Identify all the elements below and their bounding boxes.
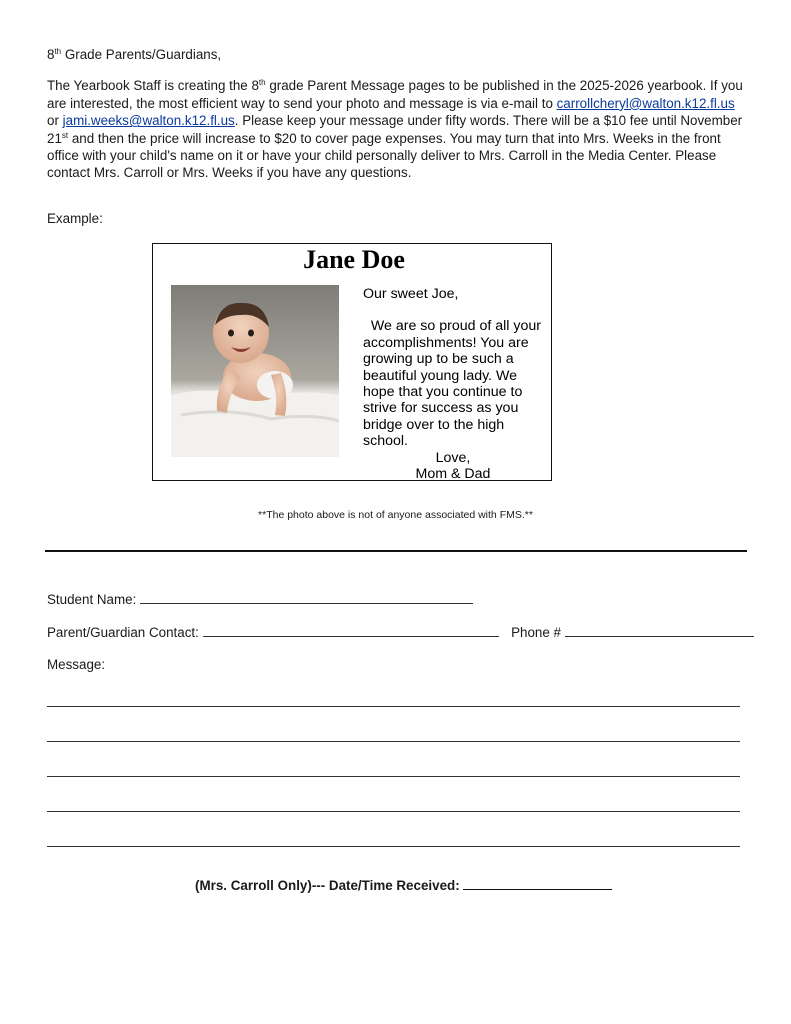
greeting bbox=[47, 46, 747, 63]
example-salutation: Our sweet Joe, bbox=[363, 286, 459, 302]
photo-disclaimer: **The photo above is not of anyone associated with FMS.** bbox=[258, 509, 533, 521]
intro-text-1: The Yearbook Staff is creating the 8 bbox=[47, 78, 259, 94]
parent-contact-label: Parent/Guardian Contact: bbox=[47, 625, 199, 640]
email-link-weeks[interactable]: jami.weeks@walton.k12.fl.us bbox=[62, 113, 235, 129]
example-signature: Mom & Dad bbox=[415, 466, 491, 483]
message-label: Message: bbox=[47, 657, 106, 672]
greeting-grade: 8 bbox=[47, 47, 55, 62]
intro-paragraph bbox=[47, 77, 747, 181]
received-field[interactable] bbox=[463, 878, 612, 890]
message-line-4[interactable] bbox=[47, 811, 740, 812]
example-label: Example: bbox=[47, 211, 103, 226]
message-line-3[interactable] bbox=[47, 776, 740, 777]
section-divider bbox=[45, 550, 747, 552]
letter bbox=[47, 46, 747, 182]
greeting-sup: th bbox=[54, 47, 62, 56]
example-box bbox=[152, 243, 552, 481]
student-name-field[interactable] bbox=[140, 592, 473, 604]
example-body: We are so proud of all your accomplishments! You are growing up to be such a beautiful young lady. We hope that you continue to strive for success as you bridge over to the high school. bbox=[363, 318, 545, 450]
baby-photo bbox=[171, 285, 339, 457]
example-closing: Love, bbox=[435, 449, 471, 466]
intro-text-3: or bbox=[47, 113, 63, 129]
intro-text-2: grade Parent Message pages to be published in the 2025-2026 yearbook. If you are interested, the most efficient way to send your photo and message is via e-mail to bbox=[47, 78, 743, 111]
greeting-text: Grade Parents/Guardians, bbox=[61, 47, 222, 62]
received-row bbox=[195, 878, 612, 893]
intro-text-4: . Please keep your message under fifty words. There will be a $10 fee until November 21 bbox=[47, 113, 743, 146]
parent-contact-field[interactable] bbox=[203, 625, 499, 637]
intro-text-5: and then the price will increase to $20 to cover page expenses. You may turn that into Mrs. Weeks in the front office with your child's name on it or have your child personally deliver to Mrs. Carroll in the Media Center. Please contact Mrs. Carroll or Mrs. Weeks if you have any questions. bbox=[47, 130, 721, 181]
phone-label: Phone # bbox=[511, 625, 561, 640]
message-line-1[interactable] bbox=[47, 706, 740, 707]
example-message bbox=[363, 286, 549, 482]
example-title: Jane Doe bbox=[303, 245, 405, 274]
message-line-5[interactable] bbox=[47, 846, 740, 847]
intro-sup-1: th bbox=[258, 78, 266, 88]
baby-photo-illustration bbox=[171, 285, 339, 457]
phone-field[interactable] bbox=[565, 625, 754, 637]
parent-contact-row bbox=[47, 625, 754, 640]
student-name-label: Student Name: bbox=[47, 592, 137, 607]
student-name-row bbox=[47, 592, 473, 607]
received-label: (Mrs. Carroll Only)--- Date/Time Received: bbox=[195, 878, 460, 893]
email-link-carroll[interactable]: carrollcheryl@walton.k12.fl.us bbox=[556, 95, 735, 111]
message-line-2[interactable] bbox=[47, 741, 740, 742]
intro-sup-2: st bbox=[61, 130, 69, 140]
